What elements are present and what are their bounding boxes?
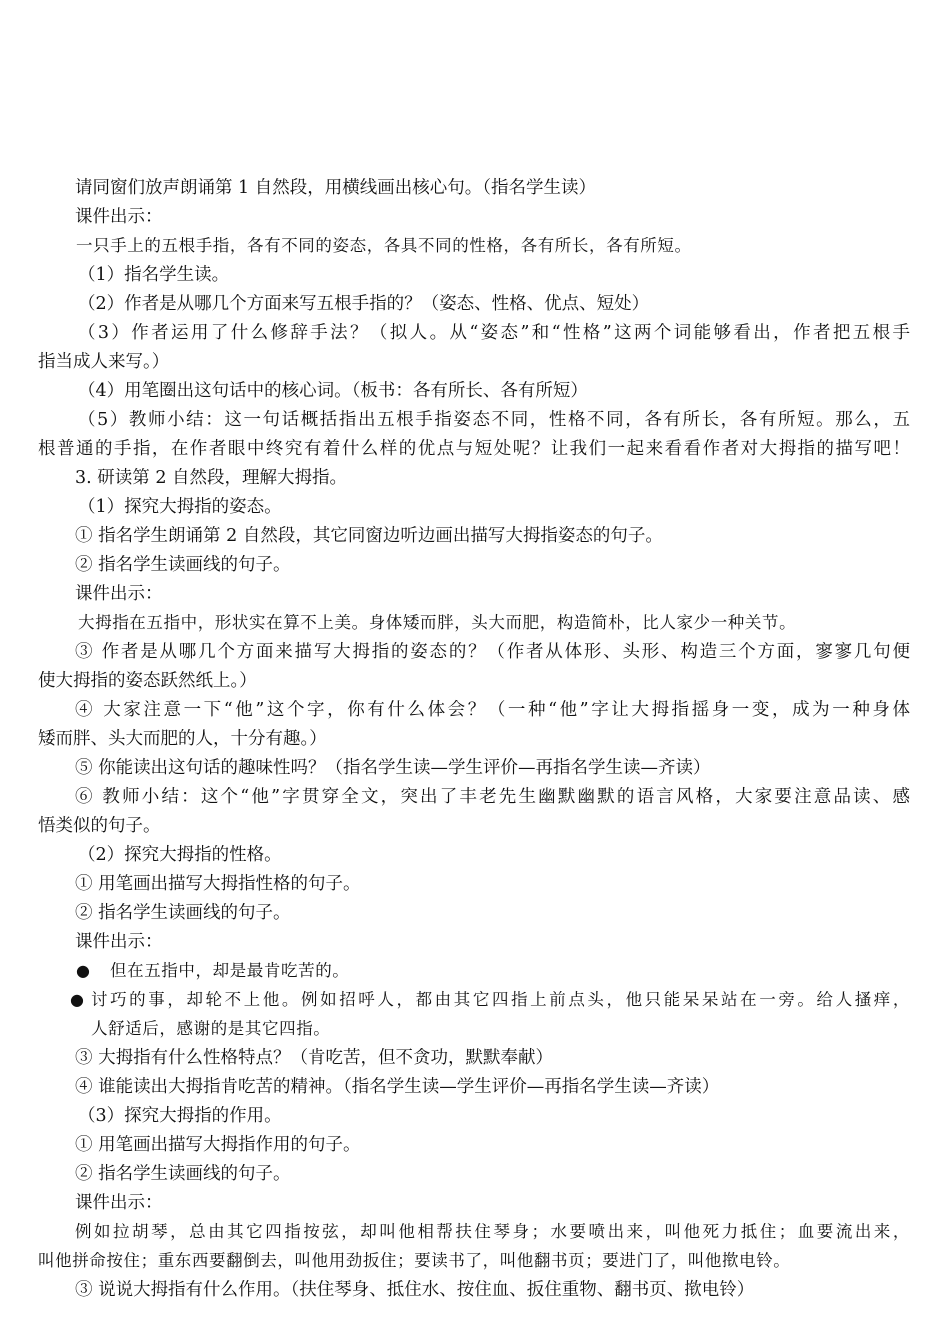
paragraph-line: ① 用笔画出描写大拇指性格的句子。 xyxy=(75,874,361,894)
sub-heading: （3）探究大拇指的作用。 xyxy=(78,1106,282,1126)
courseware-quote: 例如拉胡琴，总由其它四指按弦，却叫他相帮扶住琴身；水要喷出来，叫他死力抵住；血要流出来， xyxy=(75,1222,910,1241)
paragraph-line: ④ 谁能读出大拇指肯吃苦的精神。（指名学生读—学生评价—再指名学生读—齐读） xyxy=(75,1077,720,1097)
paragraph-line: 指当成人来写。） xyxy=(38,352,170,372)
paragraph-line: 课件出示： xyxy=(75,207,163,227)
paragraph-line: 使大拇指的姿态跃然纸上。） xyxy=(38,671,257,691)
paragraph-line: ④ 大家注意一下“他”这个字，你有什么体会？（一种“他”字让大拇指摇身一变，成为一种身体 xyxy=(75,700,910,720)
paragraph-line: ③ 大拇指有什么性格特点？（肯吃苦，但不贪功，默默奉献） xyxy=(75,1048,554,1068)
courseware-quote: 大拇指在五指中，形状实在算不上美。身体矮而胖，头大而肥，构造简朴，比人家少一种关节。 xyxy=(78,613,797,632)
paragraph-line: 请同窗们放声朗诵第 1 自然段，用横线画出核心句。（指名学生读） xyxy=(75,178,597,198)
courseware-quote: 讨巧的事，却轮不上他。例如招呼人，都由其它四指上前点头，他只能呆呆站在一旁。给人搔痒， xyxy=(91,990,910,1009)
courseware-quote: 叫他拼命按住；重东西要翻倒去，叫他用劲扳住；要读书了，叫他翻书页；要进门了，叫他揿电铃。 xyxy=(38,1251,791,1270)
paragraph-line: 悟类似的句子。 xyxy=(38,816,161,836)
paragraph-line: （2）作者是从哪几个方面来写五根手指的？（姿态、性格、优点、短处） xyxy=(78,294,650,314)
paragraph-line: ⑤ 你能读出这句话的趣味性吗？（指名学生读—学生评价—再指名学生读—齐读） xyxy=(75,758,711,778)
paragraph-line: 课件出示： xyxy=(75,584,163,604)
paragraph-line: （5）教师小结：这一句话概括指出五根手指姿态不同，性格不同，各有所长，各有所短。那么，五 xyxy=(78,410,910,430)
paragraph-line: ② 指名学生读画线的句子。 xyxy=(75,555,291,575)
courseware-quote: 人舒适后，感谢的是其它四指。 xyxy=(91,1019,331,1038)
bullet-icon: ● xyxy=(76,961,90,980)
paragraph-line: 课件出示： xyxy=(75,1193,163,1213)
paragraph-line: ② 指名学生读画线的句子。 xyxy=(75,903,291,923)
bullet-icon: ● xyxy=(70,990,84,1009)
paragraph-line: ① 用笔画出描写大拇指作用的句子。 xyxy=(75,1135,361,1155)
paragraph-line: ⑥ 教师小结：这个“他”字贯穿全文，突出了丰老先生幽默幽默的语言风格，大家要注意品读、感 xyxy=(75,787,910,807)
sub-heading: （1）探究大拇指的姿态。 xyxy=(78,497,282,517)
paragraph-line: （4）用笔圈出这句话中的核心词。（板书：各有所长、各有所短） xyxy=(78,381,588,401)
paragraph-line: ③ 说说大拇指有什么作用。（扶住琴身、抵住水、按住血、扳住重物、翻书页、揿电铃） xyxy=(75,1280,755,1300)
section-heading: 3. 研读第 2 自然段，理解大拇指。 xyxy=(75,468,348,488)
paragraph-line: ③ 作者是从哪几个方面来描写大拇指的姿态的？（作者从体形、头形、构造三个方面，寥寥几句便 xyxy=(75,642,910,662)
paragraph-line: ② 指名学生读画线的句子。 xyxy=(75,1164,291,1184)
courseware-quote: 但在五指中，却是最肯吃苦的。 xyxy=(110,961,350,980)
paragraph-line: 课件出示： xyxy=(75,932,163,952)
paragraph-line: （1）指名学生读。 xyxy=(78,265,230,285)
paragraph-line: （3）作者运用了什么修辞手法？（拟人。从“姿态”和“性格”这两个词能够看出，作者把五根手 xyxy=(78,323,910,343)
sub-heading: （2）探究大拇指的性格。 xyxy=(78,845,282,865)
paragraph-line: ① 指名学生朗诵第 2 自然段，其它同窗边听边画出描写大拇指姿态的句子。 xyxy=(75,526,663,546)
paragraph-line: 矮而胖、头大而肥的人，十分有趣。） xyxy=(38,729,327,749)
paragraph-line: 根普通的手指，在作者眼中终究有着什么样的优点与短处呢？让我们一起来看看作者对大拇指的描写吧！ xyxy=(38,439,910,459)
courseware-quote: 一只手上的五根手指，各有不同的姿态，各具不同的性格，各有所长，各有所短。 xyxy=(76,236,692,255)
